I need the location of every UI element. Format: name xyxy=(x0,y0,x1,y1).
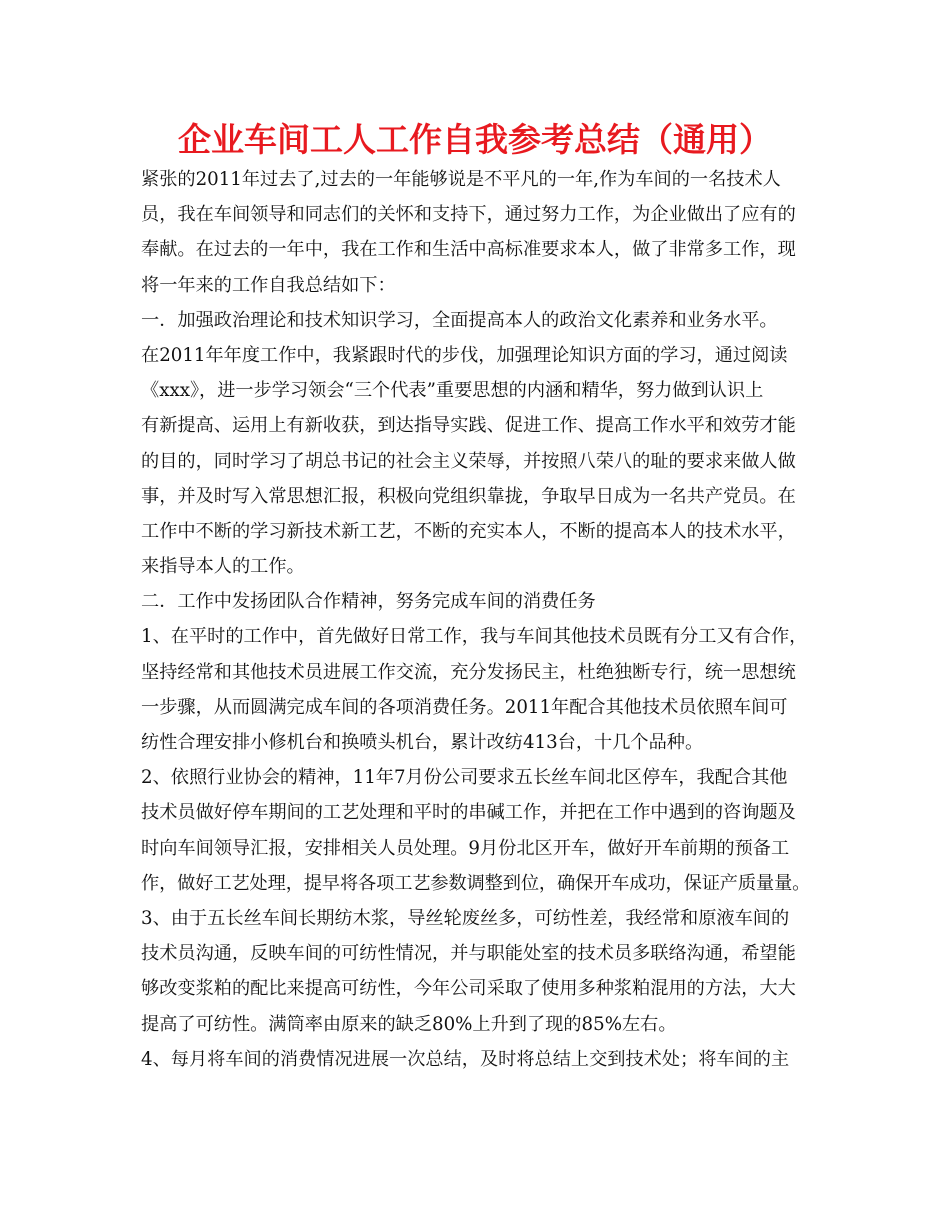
body-line: 3、由于五长丝车间长期纺木浆，导丝轮废丝多，可纺性差，我经常和原液车间的 xyxy=(141,907,790,929)
body-line: 纺性合理安排小修机台和换喷头机台，累计改纺413台，十几个品种。 xyxy=(141,732,704,753)
section-heading: 一．加强政治理论和技术知识学习，全面提高本人的政治文化素养和业务水平。 xyxy=(141,309,778,331)
document-body xyxy=(141,162,813,1077)
body-line: 有新提高、运用上有新收获，到达指导实践、促进工作、提高工作水平和效劳才能 xyxy=(141,415,796,437)
body-line: 将一年来的工作自我总结如下： xyxy=(141,274,396,296)
document-title: 企业车间工人工作自我参考总结（通用） xyxy=(178,120,772,159)
body-line: 在2011年年度工作中，我紧跟时代的步伐，加强理论知识方面的学习，通过阅读 xyxy=(141,344,788,366)
body-line: 提高了可纺性。满筒率由原来的缺乏80%上升到了现的85%左右。 xyxy=(141,1013,677,1035)
body-line: 的目的，同时学习了胡总书记的社会主义荣辱，并按照八荣八的耻的要求来做人做 xyxy=(141,450,796,472)
section-heading: 二．工作中发扬团队合作精神，努务完成车间的消费任务 xyxy=(141,591,596,613)
body-line: 工作中不断的学习新技术新工艺，不断的充实本人，不断的提高本人的技术水平， xyxy=(141,520,796,542)
body-line: 紧张的2011年过去了,过去的一年能够说是不平凡的一年,作为车间的一名技术人 xyxy=(141,169,781,190)
body-line: 事，并及时写入常思想汇报，积极向党组织靠拢，争取早日成为一名共产党员。在 xyxy=(141,485,796,507)
body-line: 《xxx》，进一步学习领会“三个代表”重要思想的内涵和精华，努力做到认识上 xyxy=(141,380,764,402)
body-line: 作，做好工艺处理，提早将各项工艺参数调整到位，确保开车成功，保证产质量量。 xyxy=(141,872,811,894)
body-line: 时向车间领导汇报，安排相关人员处理。9月份北区开车，做好开车前期的预备工 xyxy=(141,837,790,859)
body-line: 技术员做好停车期间的工艺处理和平时的串碱工作，并把在工作中遇到的咨询题及 xyxy=(141,802,796,824)
body-line: 坚持经常和其他技术员进展工作交流，充分发扬民主，杜绝独断专行，统一思想统 xyxy=(141,661,796,683)
body-line: 一步骤，从而圆满完成车间的各项消费任务。2011年配合其他技术员依照车间可 xyxy=(141,696,788,718)
body-line: 来指导本人的工作。 xyxy=(141,556,305,578)
body-line: 奉献。在过去的一年中，我在工作和生活中高标准要求本人，做了非常多工作，现 xyxy=(141,239,796,261)
body-line: 够改变浆粕的配比来提高可纺性，今年公司采取了使用多种浆粕混用的方法，大大 xyxy=(141,978,796,1000)
body-line: 员，我在车间领导和同志们的关怀和支持下，通过努力工作，为企业做出了应有的 xyxy=(141,204,796,226)
body-line: 1、在平时的工作中，首先做好日常工作，我与车间其他技术员既有分工又有合作， xyxy=(141,626,808,648)
body-line: 技术员沟通，反映车间的可纺性情况，并与职能处室的技术员多联络沟通，希望能 xyxy=(141,943,796,965)
body-line: 2、依照行业协会的精神，11年7月份公司要求五长丝车间北区停车，我配合其他 xyxy=(141,767,788,789)
body-line: 4、每月将车间的消费情况进展一次总结，及时将总结上交到技术处；将车间的主 xyxy=(141,1048,790,1070)
